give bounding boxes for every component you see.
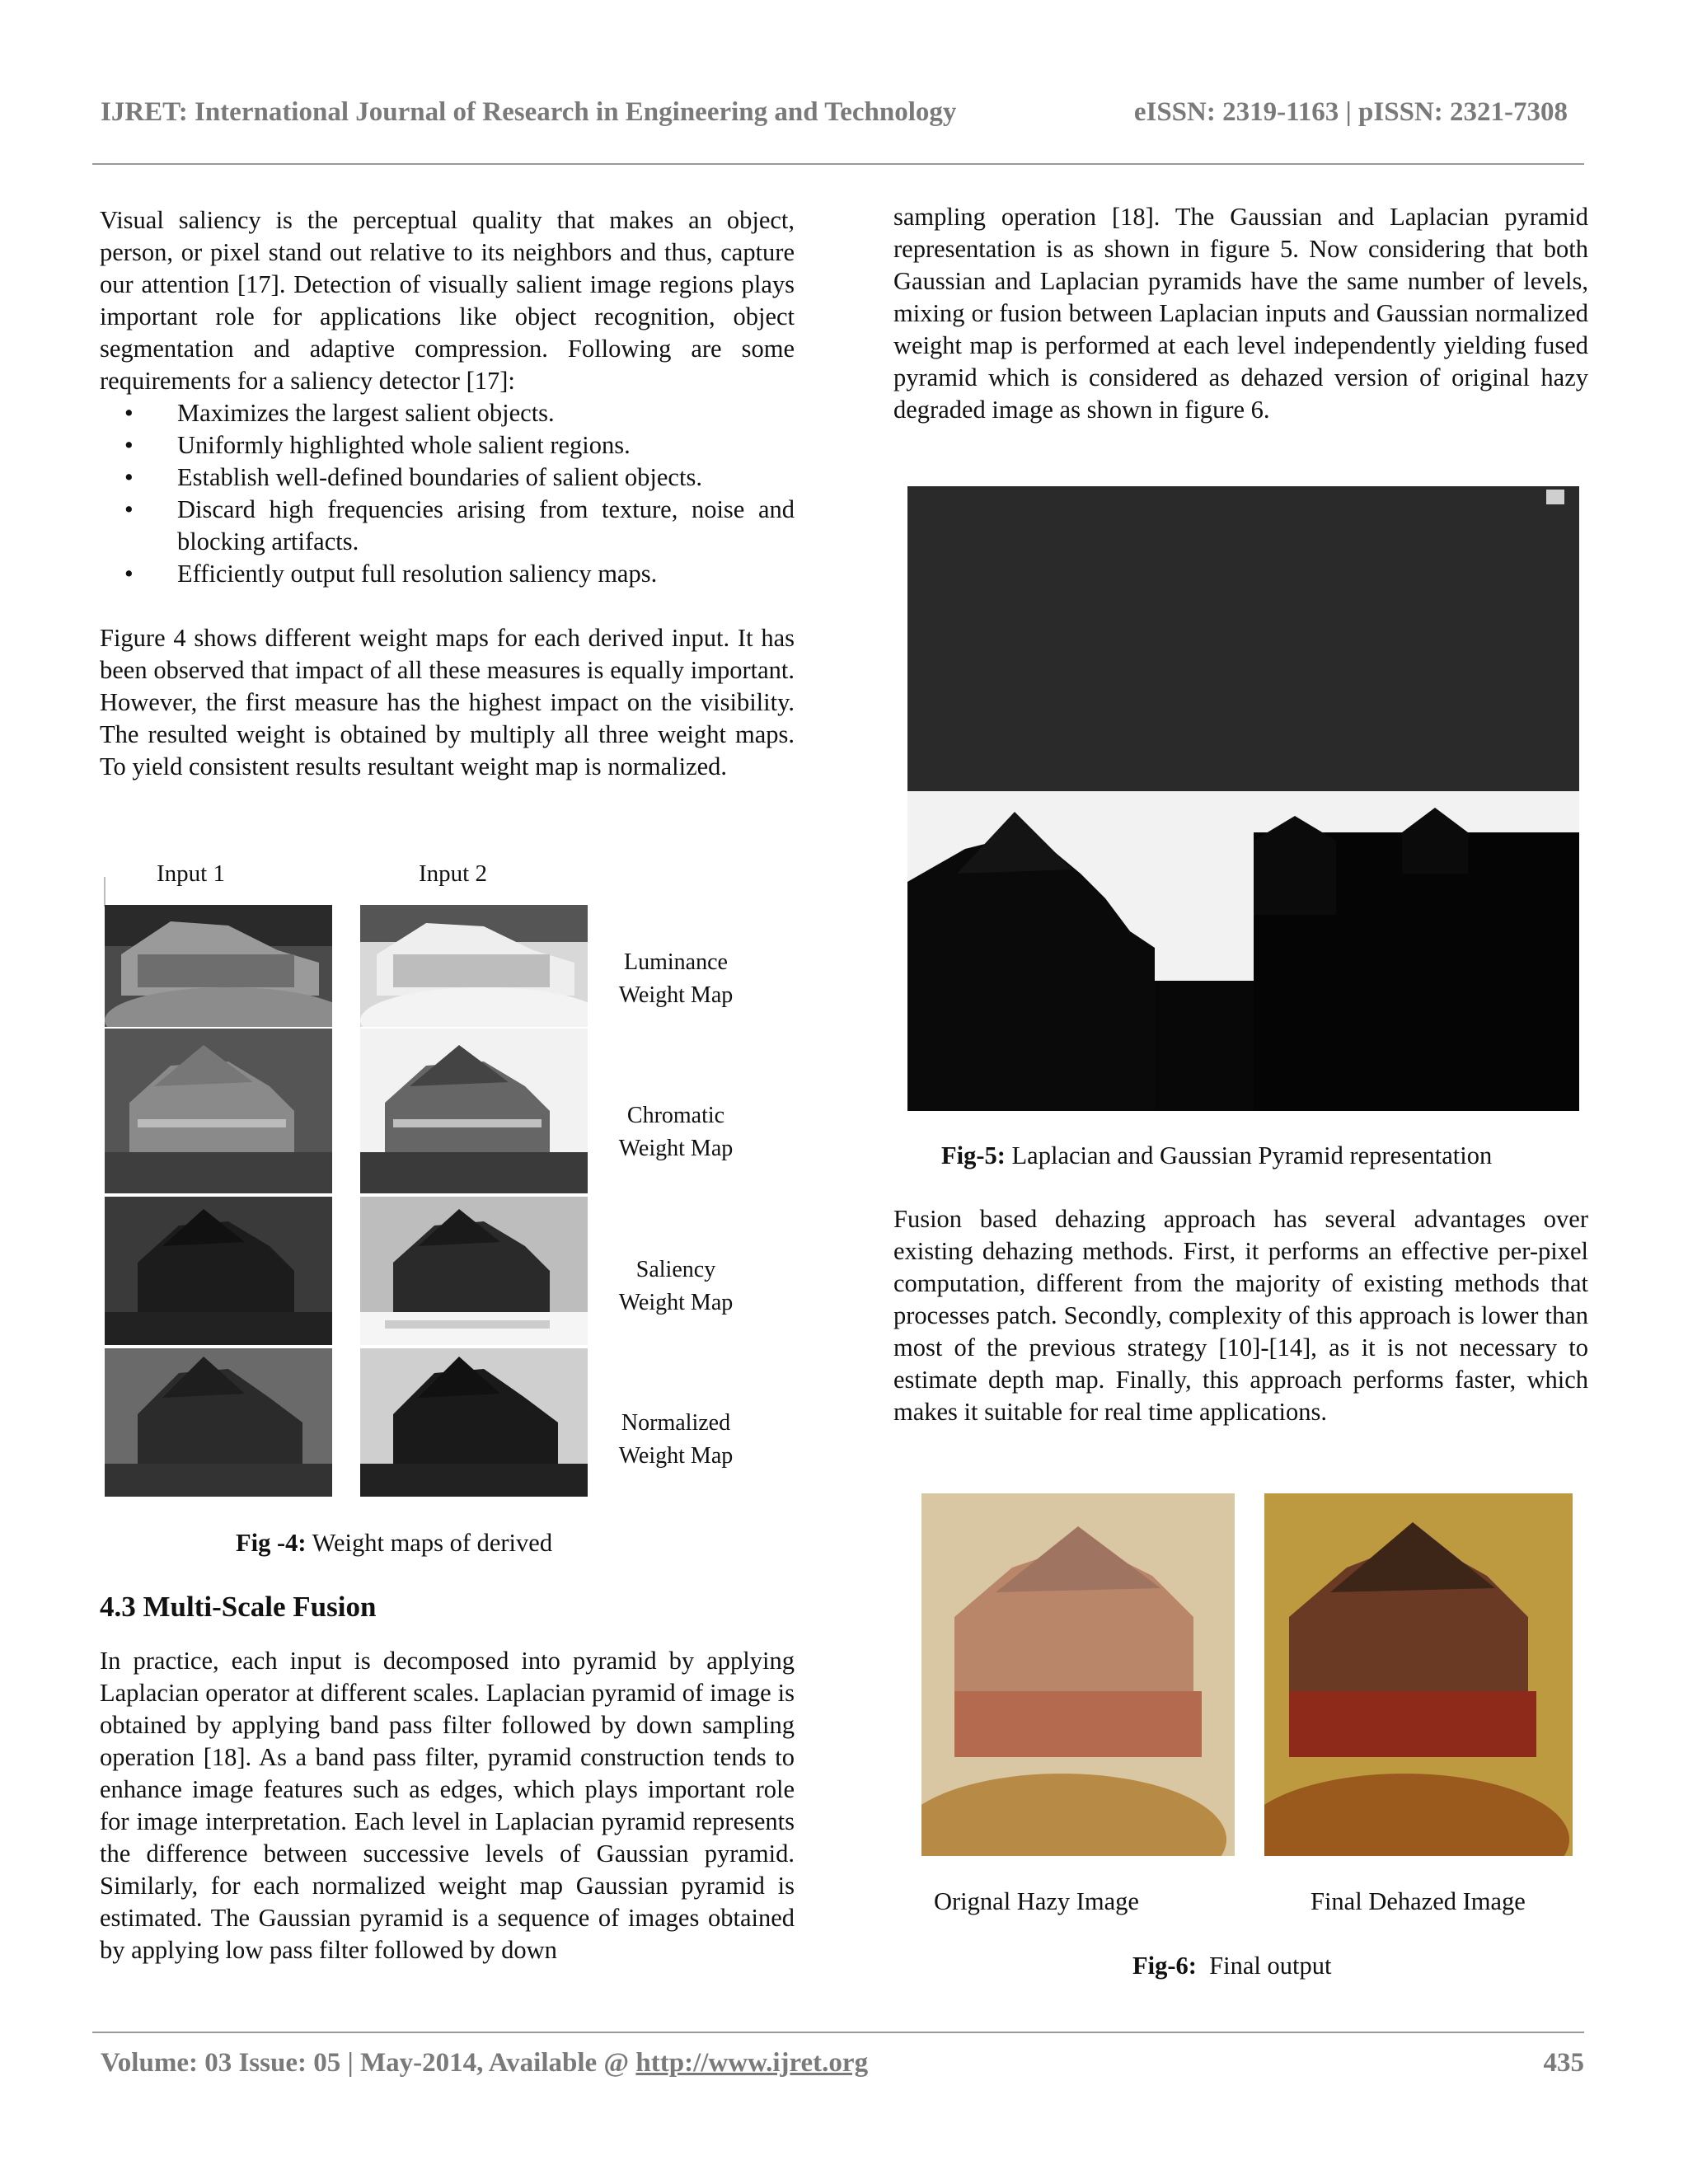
requirements-list [100,397,795,590]
hazy-image-label: Orignal Hazy Image [934,1887,1139,1915]
normalized-input2-image [360,1348,588,1497]
left-column-top [100,204,795,783]
journal-title: IJRET: International Journal of Research in Engineering and Technology [101,97,957,127]
chromatic-input1-image [105,1029,332,1193]
section-heading: 4.3 Multi-Scale Fusion [100,1591,377,1623]
normalized-label: Normalized Weight Map [618,1410,734,1469]
dehazed-image-label: Final Dehazed Image [1311,1887,1526,1915]
saliency-input2-image [360,1197,588,1345]
fig5-caption: Fig-5: Laplacian and Gaussian Pyramid representation [941,1141,1493,1169]
fig4-caption: Fig -4: Weight maps of derived [236,1529,553,1557]
footer-volume: Volume: 03 Issue: 05 | May-2014, Available @ http://www.ijret.org [101,2048,869,2078]
left-column-bottom [100,1645,795,1966]
normalized-input1-image [105,1348,332,1497]
right-column-top [893,201,1588,426]
chromatic-label: Chromatic Weight Map [618,1103,734,1161]
luminance-label: Luminance Weight Map [618,949,734,1008]
pyramid-representation-image [907,486,1579,1111]
input2-label: Input 2 [419,860,487,887]
figure-corner-mark [104,877,106,907]
list-item: • Maximizes the largest salient objects. [177,397,795,429]
dehazed-image [1264,1493,1573,1856]
journal-link[interactable]: http://www.ijret.org [635,2048,869,2078]
saliency-input1-image [105,1197,332,1345]
saliency-label: Saliency Weight Map [618,1257,734,1315]
page-number: 435 [1543,2048,1584,2078]
list-item: • Efficiently output full resolution saliency maps. [177,558,795,590]
chromatic-input2-image [360,1029,588,1193]
weight-maps-paragraph: Figure 4 shows different weight maps for each derived input. It has been observed that impact of all these measures is equally important. However, the first measure has the highest impact on the visibility. The resulted weight is obtained by multiply all three weight maps. To yield consistent results resultant weight map is normalized. [100,624,795,780]
list-item: • Uniformly highlighted whole salient regions. [177,429,795,462]
luminance-input1-image [105,905,332,1027]
pyramid-paragraph: sampling operation [18]. The Gaussian and Laplacian pyramid representation is as shown in figure 5. Now considering that both Gaussian and Laplacian pyramids have the same number of levels, mixing or fusion between Laplacian inputs and Gaussian normalized weight map is performed at each level independently yielding fused pyramid which is considered as dehazed version of original hazy degraded image as shown in figure 6. [893,203,1588,424]
header-rule [92,163,1584,165]
list-item: • Discard high frequencies arising from texture, noise and blocking artifacts. [177,494,795,558]
footer-rule [92,2032,1584,2033]
saliency-paragraph: Visual saliency is the perceptual quality that makes an object, person, or pixel stand out relative to its neighbors and thus, capture our attention [17]. Detection of visually salient image regions plays important role for applications like object recognition, object segmentation and adaptive compression. Following are some requirements for a saliency detector [17]: [100,206,795,395]
right-column-middle [893,1203,1588,1428]
hazy-image [921,1493,1235,1856]
fig6-caption: Fig-6: Final output [1132,1952,1332,1980]
issn-info: eISSN: 2319-1163 | pISSN: 2321-7308 [1133,97,1568,127]
list-item: • Establish well-defined boundaries of salient objects. [177,462,795,494]
luminance-input2-image [360,905,588,1027]
advantages-paragraph: Fusion based dehazing approach has several advantages over existing dehazing methods. First, it performs an effective per-pixel computation, different from the majority of existing methods that processes patch. Secondly, complexity of this approach is lower than most of the previous strategy [10]-[14], as it is not necessary to estimate depth map. Finally, this approach performs faster, which makes it suitable for real time applications. [893,1205,1588,1426]
multiscale-paragraph: In practice, each input is decomposed into pyramid by applying Laplacian operator at different scales. Laplacian pyramid of image is obtained by applying band pass filter followed by down sampling operation [18]. As a band pass filter, pyramid construction tends to enhance image features such as edges, which plays important role for image interpretation. Each level in Laplacian pyramid represents the difference between successive levels of Gaussian pyramid. Similarly, for each normalized weight map Gaussian pyramid is estimated. The Gaussian pyramid is a sequence of images obtained by applying low pass filter followed by down [100,1647,795,1964]
input1-label: Input 1 [157,860,225,887]
